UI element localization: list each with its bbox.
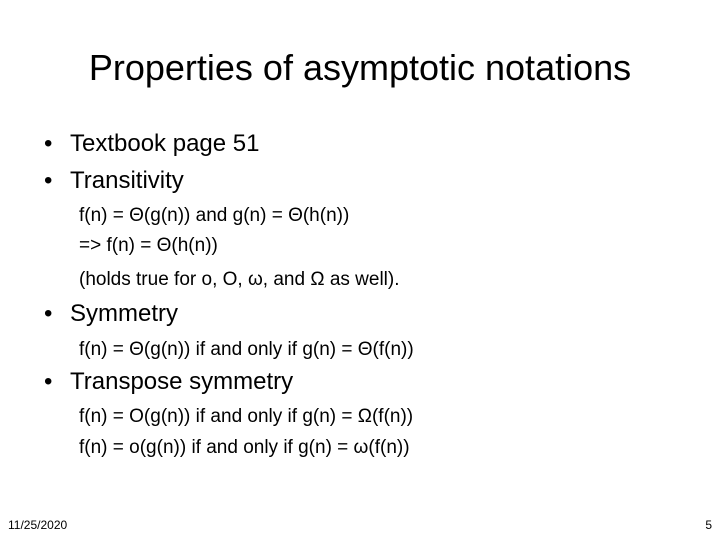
bullet-text: Transitivity	[70, 167, 184, 194]
bullet-transpose-symmetry	[44, 367, 293, 397]
transpose-line-2: f(n) = o(g(n)) if and only if g(n) = ω(f(n))	[79, 437, 410, 458]
bullet-marker: •	[44, 300, 53, 327]
bullet-marker: •	[44, 368, 53, 395]
bullet-text: Transpose symmetry	[70, 368, 294, 395]
bullet-marker: •	[44, 130, 53, 157]
footer-date: 11/25/2020	[8, 518, 68, 532]
bullet-marker: •	[44, 167, 53, 194]
slide-title: Properties of asymptotic notations	[88, 47, 632, 88]
transitivity-line-2: => f(n) = Θ(h(n))	[79, 235, 218, 256]
transitivity-line-1: f(n) = Θ(g(n)) and g(n) = Θ(h(n))	[79, 205, 350, 226]
bullet-text: Symmetry	[70, 300, 178, 327]
bullet-textbook-page	[44, 129, 259, 159]
symmetry-line-1: f(n) = Θ(g(n)) if and only if g(n) = Θ(f(n))	[79, 339, 414, 360]
bullet-text: Textbook page 51	[70, 130, 260, 157]
bullet-symmetry	[44, 299, 178, 329]
transitivity-line-3: (holds true for o, O, ω, and Ω as well).	[79, 269, 400, 290]
footer-page-number: 5	[705, 518, 712, 532]
bullet-transitivity	[44, 166, 184, 196]
transpose-line-1: f(n) = O(g(n)) if and only if g(n) = Ω(f(n))	[79, 406, 414, 427]
